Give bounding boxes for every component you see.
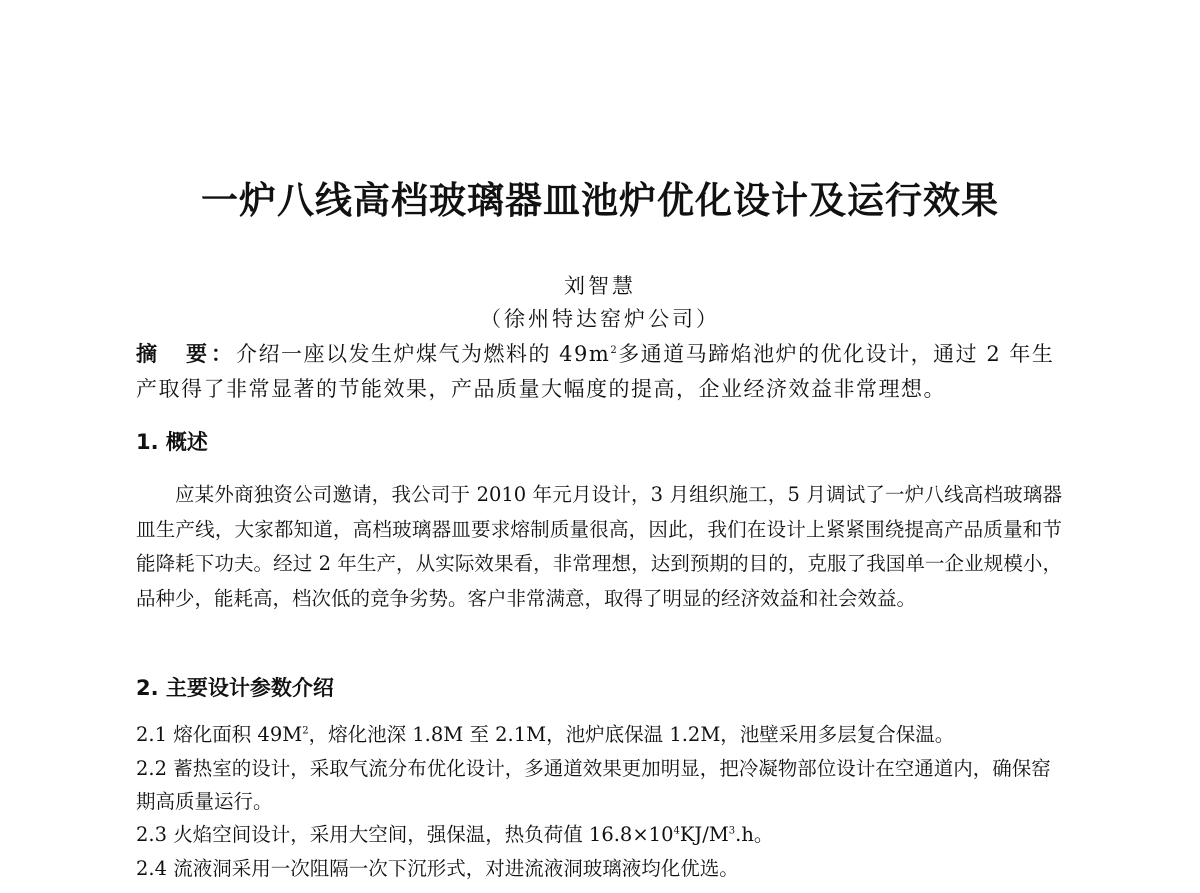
section-heading-design-parameters: 2. 主要设计参数介绍 bbox=[136, 676, 334, 700]
design-item-2-1 bbox=[136, 718, 1062, 751]
item-2-1-superscript: 2 bbox=[302, 725, 309, 737]
design-item-2-3 bbox=[136, 818, 1062, 851]
item-2-3-superscript-2: 3 bbox=[728, 825, 736, 837]
design-item-2-4: 2.4 流液洞采用一次阻隔一次下沉形式，对进流液洞玻璃液均化优选。 bbox=[136, 857, 739, 880]
abstract bbox=[136, 336, 1066, 407]
overview-paragraph: 应某外商独资公司邀请，我公司于 2010 年元月设计，3 月组织施工，5 月调试了一炉八线高档玻璃器皿生产线，大家都知道，高档玻璃器皿要求熔制质量很高，因此，我们在设计上紧紧围绕提高产品质量和节能降耗下功夫。经过 2 年生产，从实际效果看，非常理想，达到预期的目的，克服了我国单一企业规模小，品种少，能耗高，档次低的竞争劣势。客户非常满意，取得了明显的经济效益和社会效益。 bbox=[136, 483, 1062, 610]
item-2-3-superscript-1: 4 bbox=[673, 825, 680, 837]
item-2-1-text-part2: ，熔化池深 1.8M 至 2.1M，池炉底保温 1.2M，池壁采用多层复合保温。 bbox=[308, 723, 955, 746]
paper-title: 一炉八线高档玻璃器皿池炉优化设计及运行效果 bbox=[201, 179, 999, 222]
author-affiliation: （徐州特达窑炉公司） bbox=[480, 307, 720, 331]
abstract-text-part2: 多通道马蹄焰池炉的优化设计，通过 2 年生产取得了非常显著的节能效果，产品质量大幅度的提高，企业经济效益非常理想。 bbox=[136, 342, 1055, 401]
abstract-superscript: 2 bbox=[610, 345, 619, 356]
item-2-3-text-part3: .h。 bbox=[735, 823, 774, 846]
design-item-2-2: 2.2 蓄热室的设计，采取气流分布优化设计，多通道效果更加明显，把冷凝物部位设计在空通道内，确保窑期高质量运行。 bbox=[136, 757, 1051, 813]
section-heading-overview: 1. 概述 bbox=[136, 430, 208, 454]
item-2-1-text-part1: 2.1 熔化面积 49M bbox=[136, 723, 303, 746]
item-2-3-text-part2: KJ/M bbox=[679, 823, 729, 846]
abstract-text-part1: 介绍一座以发生炉煤气为燃料的 49m bbox=[236, 342, 611, 366]
item-2-3-text-part1: 2.3 火焰空间设计，采用大空间，强保温，热负荷值 16.8×10 bbox=[136, 823, 674, 846]
author-name: 刘智慧 bbox=[564, 274, 636, 298]
abstract-label: 摘 要： bbox=[136, 341, 236, 366]
